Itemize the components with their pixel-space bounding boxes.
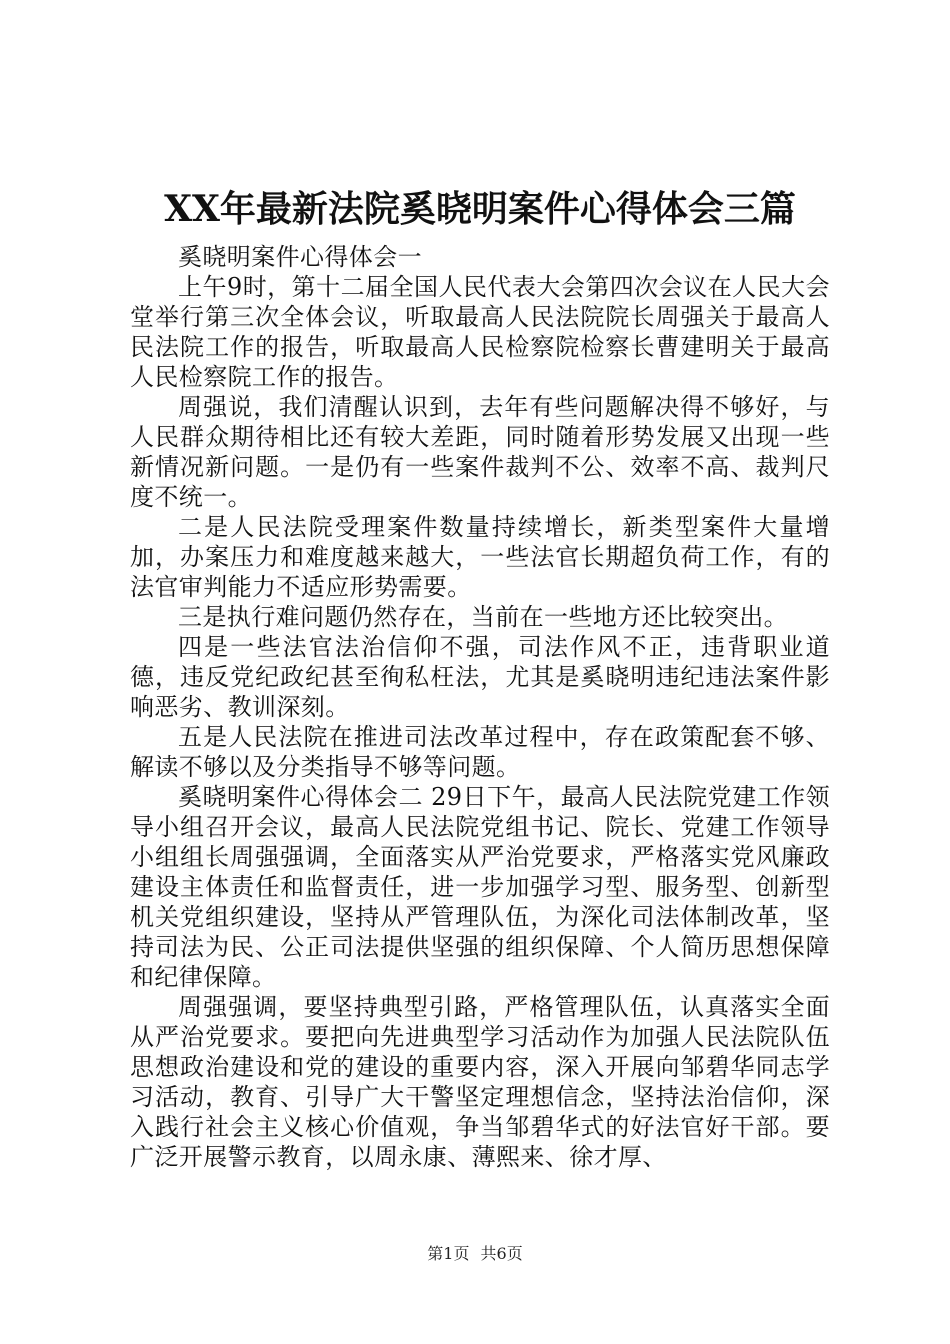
paragraph: 四是一些法官法治信仰不强，司法作风不正，违背职业道德，违反党纪政纪甚至徇私枉法，尤其是奚晓明违纪违法案件影响恶劣、教训深刻。 (130, 633, 830, 721)
page-total: 共6页 (480, 1244, 523, 1263)
page-footer (0, 1244, 950, 1264)
paragraph-heading-one: 奚晓明案件心得体会一 (178, 243, 422, 271)
page-number: 第1页 (427, 1244, 470, 1263)
paragraph: 奚晓明案件心得体会二 29日下午，最高人民法院党建工作领导小组召开会议，最高人民法院党组书记、院长、党建工作领导小组组长周强强调，全面落实从严治党要求，严格落实党风廉政建设主体责任和监督责任，进一步加强学习型、服务型、创新型机关党组织建设，坚持从严管理队伍，为深化司法体制改革，坚持司法为民、公正司法提供坚强的组织保障、个人简历思想保障和纪律保障。 (130, 783, 830, 991)
paragraph: 三是执行难问题仍然存在，当前在一些地方还比较突出。 (178, 603, 788, 631)
document-title: XX年最新法院奚晓明案件心得体会三篇 (164, 188, 796, 230)
document-body (130, 242, 830, 1172)
paragraph: 二是人民法院受理案件数量持续增长，新类型案件大量增加，办案压力和难度越来越大，一些法官长期超负荷工作，有的法官审判能力不适应形势需要。 (130, 513, 830, 601)
paragraph: 上午9时，第十二届全国人民代表大会第四次会议在人民大会堂举行第三次全体会议，听取最高人民法院院长周强关于最高人民法院工作的报告，听取最高人民检察院检察长曹建明关于最高人民检察院工作的报告。 (130, 273, 830, 391)
paragraph: 周强强调，要坚持典型引路，严格管理队伍，认真落实全面从严治党要求。要把向先进典型学习活动作为加强人民法院队伍思想政治建设和党的建设的重要内容，深入开展向邹碧华同志学习活动，教育、引导广大干警坚定理想信念，坚持法治信仰，深入践行社会主义核心价值观，争当邹碧华式的好法官好干部。要广泛开展警示教育，以周永康、薄熙来、徐才厚、 (130, 993, 830, 1171)
paragraph: 周强说，我们清醒认识到，去年有些问题解决得不够好，与人民群众期待相比还有较大差距，同时随着形势发展又出现一些新情况新问题。一是仍有一些案件裁判不公、效率不高、裁判尺度不统一。 (130, 393, 830, 511)
paragraph: 五是人民法院在推进司法改革过程中，存在政策配套不够、解读不够以及分类指导不够等问题。 (130, 723, 830, 781)
